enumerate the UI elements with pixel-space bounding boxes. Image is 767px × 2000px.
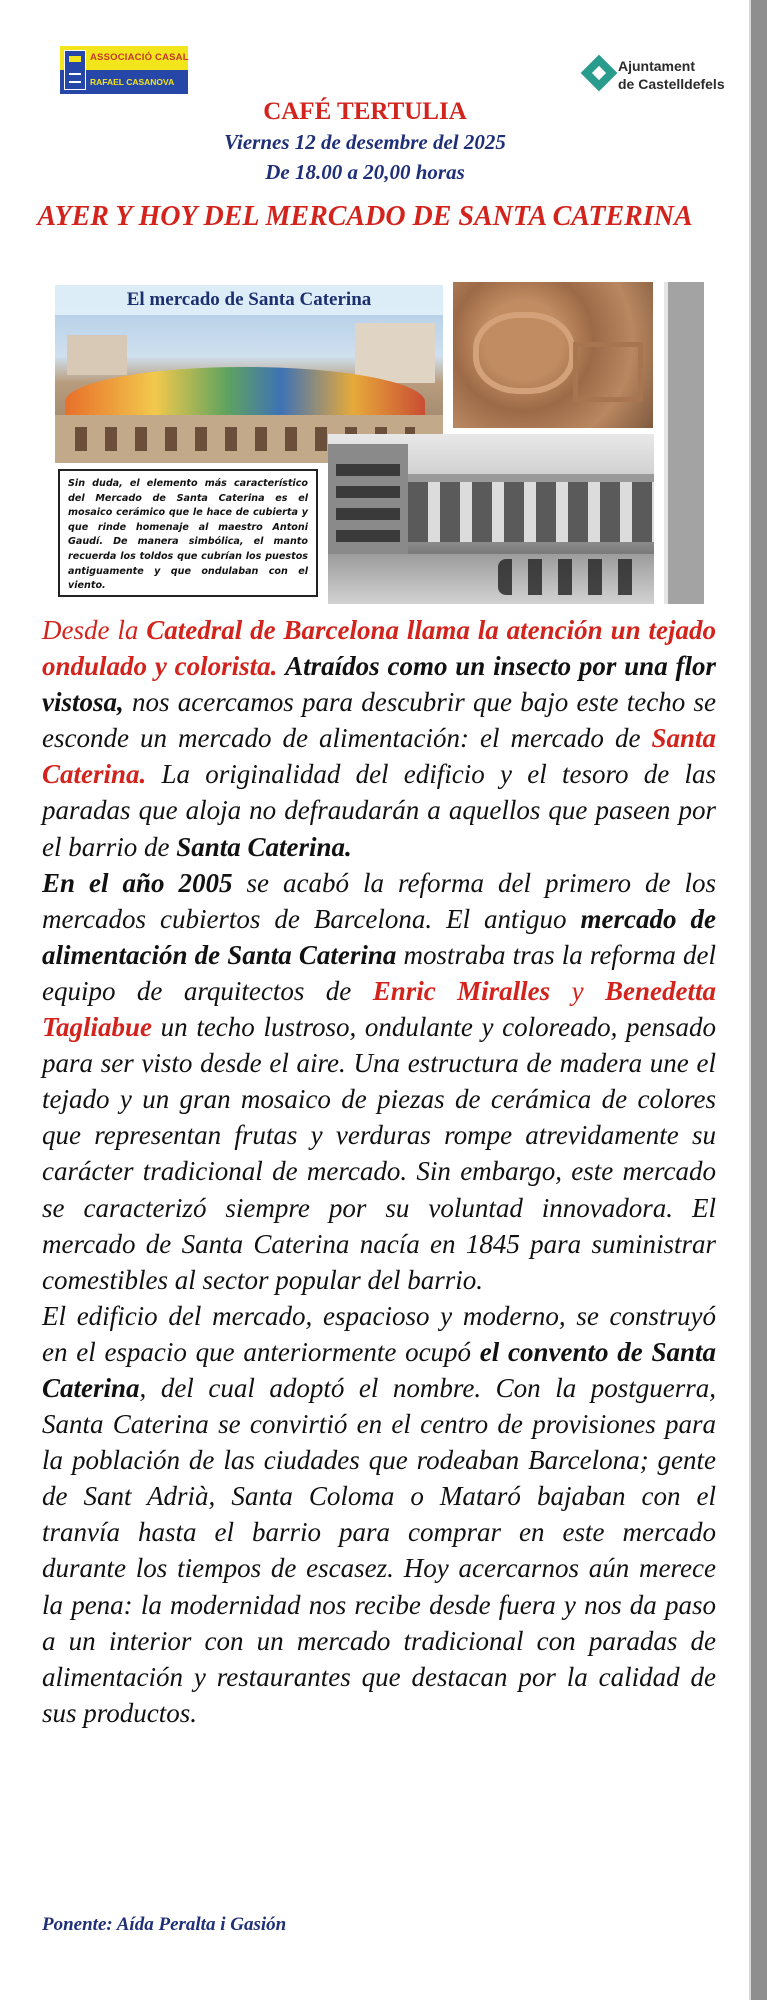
archaeological-ruins-photo bbox=[453, 282, 653, 428]
event-headline: AYER Y HOY DEL MERCADO DE SANTA CATERINA bbox=[37, 201, 693, 232]
photo-banner-title: El mercado de Santa Caterina bbox=[55, 285, 443, 315]
text-span-bold: el convento de Santa Caterina bbox=[42, 1336, 716, 1403]
text-span-bold: Atraídos como un insecto por una flor vistosa, bbox=[42, 651, 716, 718]
architect-name: Enric Miralles bbox=[372, 975, 551, 1006]
paragraph-1 bbox=[42, 612, 716, 865]
castelldefels-emblem-icon bbox=[581, 55, 618, 92]
right-gray-bar bbox=[751, 0, 767, 2000]
ajuntament-logo-line2: de Castelldefels bbox=[618, 76, 725, 92]
ajuntament-castelldefels-logo bbox=[582, 56, 725, 96]
ajuntament-logo-line1: Ajuntament bbox=[618, 58, 695, 74]
casal-rafael-casanova-logo bbox=[60, 46, 188, 94]
text-span: El edificio del mercado, espacioso y moderno, se construyó en el espacio que anteriormente ocupó bbox=[42, 1300, 716, 1367]
architect-name: Benedetta Tagliabue bbox=[42, 975, 716, 1043]
collage-side-strip bbox=[664, 282, 704, 604]
event-title: CAFÉ TERTULIA bbox=[263, 98, 467, 125]
event-date: Viernes 12 de desembre del 2025 bbox=[224, 130, 506, 154]
historic-market-bw-photo bbox=[328, 434, 654, 604]
text-span: Desde la bbox=[42, 615, 147, 645]
event-time: De 18.00 a 20,00 horas bbox=[265, 160, 465, 184]
text-span-highlight: Santa Caterina. bbox=[42, 723, 716, 790]
text-span-bold: Santa Caterina. bbox=[176, 831, 352, 862]
speaker-credit: Ponente: Aída Peralta i Gasión bbox=[42, 1914, 287, 1935]
text-span: La originalidad del edificio y el tesoro de las paradas que aloja no defraudarán a aquellos que paseen por el barrio de bbox=[42, 759, 716, 862]
casal-logo-line2: RAFAEL CASANOVA bbox=[90, 77, 175, 87]
article-body bbox=[42, 612, 716, 1731]
text-span: y bbox=[550, 975, 606, 1006]
text-span bbox=[277, 651, 285, 681]
text-span: un techo lustroso, ondulante y coloreado, pensado para ser visto desde el aire. Una estructura de madera une el tejado y un gran mosaico de piezas de cerámica de colores que representan frutas y verduras rompe atrevidamente su carácter tradicional de mercado. Sin embargo, este mercado se caracterizó siempre por su voluntad innovadora. El mercado de Santa Caterina nacía en 1845 para suministrar comestibles al sector popular del barrio. bbox=[42, 1012, 716, 1295]
text-span: mostraba tras la reforma del equipo de arquitectos de bbox=[42, 939, 717, 1006]
text-span: se acabó la reforma del primero de los mercados cubiertos de Barcelona. El antiguo bbox=[42, 867, 716, 934]
text-span-bold: En el año 2005 bbox=[42, 867, 233, 898]
photo-caption: Sin duda, el elemento más característico del Mercado de Santa Caterina es el mosaico cerámico que le hace de cubierta y que rinde homenaje al maestro Antoni Gaudí. De manera simbólica, el manto recuerda los toldos que cubrían los puestos antiguamente y que ondulaban con el viento. bbox=[58, 469, 318, 597]
paragraph-3 bbox=[42, 1298, 716, 1731]
shield-icon bbox=[64, 50, 86, 90]
text-span: , del cual adoptó el nombre. Con la postguerra, Santa Caterina se convirtió en el centro de provisiones para la población de las ciudades que rodeaban Barcelona; gente de Sant Adrià, Santa Coloma o Mataró bajaban con el tranvía hasta el barrio para comprar en este mercado durante los tiempos de escasez. Hoy acercarnos aún merece la pena: la modernidad nos recibe desde fuera y nos da paso a un interior con un mercado tradicional con paradas de alimentación y restaurantes que destacan por la calidad de sus productos. bbox=[42, 1372, 716, 1728]
paragraph-2 bbox=[42, 865, 716, 1298]
text-span-highlight: Catedral de Barcelona llama la atención un tejado ondulado y colorista. bbox=[42, 615, 716, 682]
casal-logo-line1: ASSOCIACIÓ CASAL bbox=[90, 52, 189, 63]
text-span: nos acercamos para descubrir que bajo este techo se esconde un mercado de alimentación: el mercado de bbox=[42, 687, 716, 754]
photo-collage bbox=[52, 282, 706, 604]
text-span-bold: mercado de alimentación de Santa Caterina bbox=[42, 903, 716, 970]
